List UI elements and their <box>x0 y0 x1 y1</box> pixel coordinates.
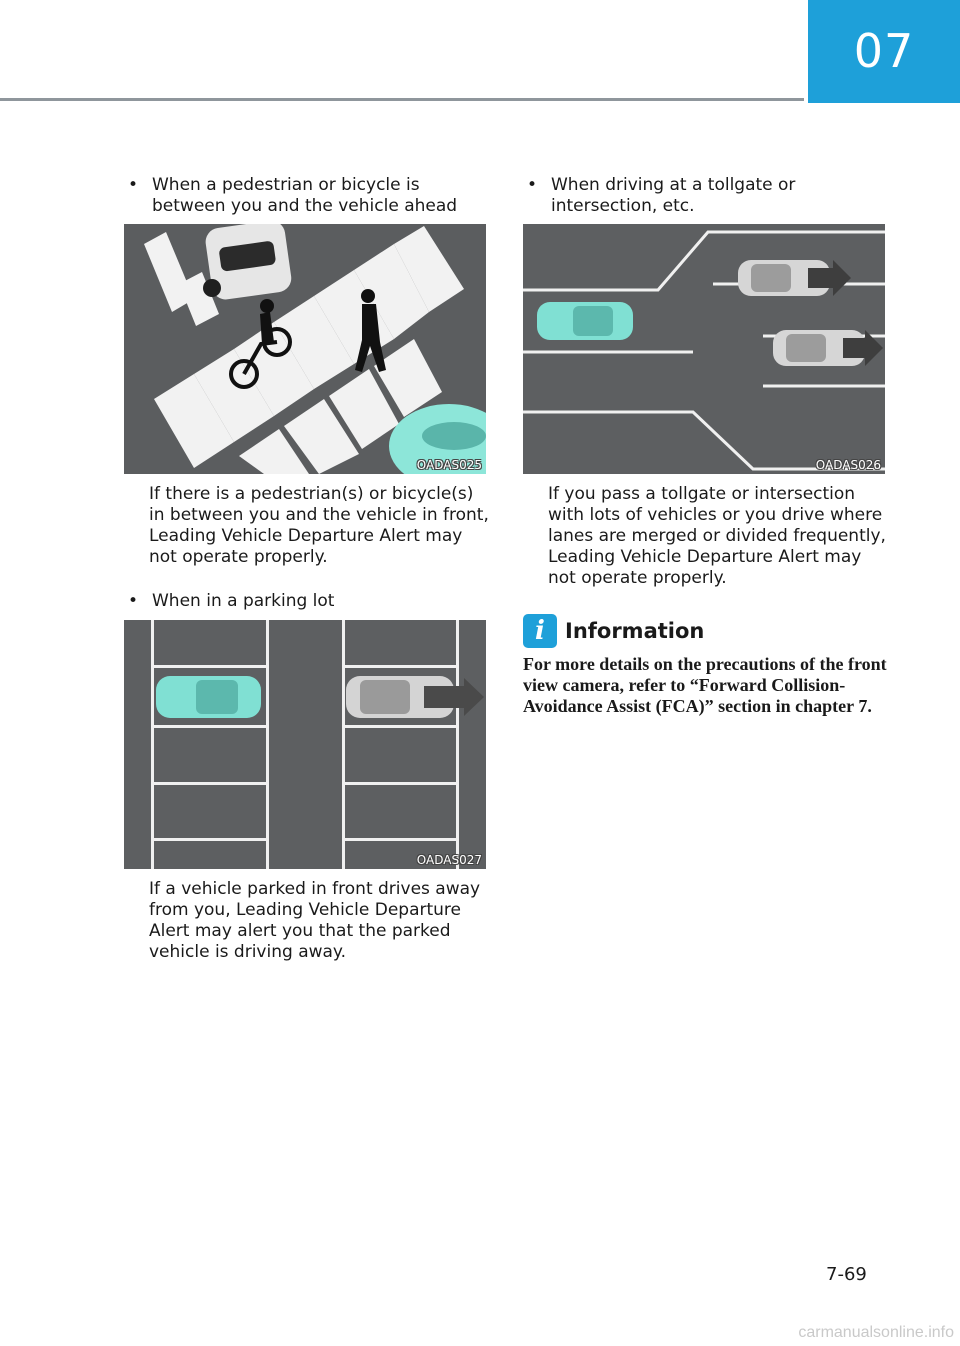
paragraph-parking-lot: If a vehicle parked in front drives away from you, Leading Vehicle Departure Alert may alert you that the parked vehicle is driving away. <box>149 879 481 962</box>
white-suv <box>203 224 293 301</box>
vehicle-ahead-upper <box>738 260 851 296</box>
bullet-dot: • <box>128 591 139 611</box>
figure-code: OADAS026 <box>815 458 881 472</box>
paragraph-pedestrian: If there is a pedestrian(s) or bicycle(s) in between you and the vehicle in front, Leading Vehicle Departure Alert may not operate properly. <box>149 484 489 567</box>
bullet-text: When a pedestrian or bicycle is between you and the vehicle ahead <box>152 175 458 216</box>
cyan-vehicle <box>537 302 633 340</box>
figure-code: OADAS025 <box>416 458 482 472</box>
parking-illustration <box>124 620 486 869</box>
bullet-dot: • <box>527 175 538 195</box>
header-rule <box>0 98 804 101</box>
figure-tollgate <box>523 224 885 474</box>
figure-crosswalk <box>124 224 486 474</box>
figure-code: OADAS027 <box>416 853 482 867</box>
bullet-dot: • <box>128 175 139 195</box>
bullet-text: When in a parking lot <box>152 591 335 611</box>
figure-parking-lot <box>124 620 486 869</box>
information-icon: i <box>523 614 557 648</box>
bullet-text: When driving at a tollgate or intersection, etc. <box>551 175 796 216</box>
page-number: 7-69 <box>826 1264 867 1285</box>
paragraph-tollgate: If you pass a tollgate or intersection with lots of vehicles or you drive where lanes are merged or divided frequently, Leading Vehicle Departure Alert may not operate properly. <box>548 484 886 588</box>
cyan-parked-car <box>156 676 261 718</box>
tollgate-illustration <box>523 224 885 474</box>
vehicle-ahead-lower <box>773 330 883 366</box>
chapter-tab: 07 <box>808 0 960 103</box>
information-title: Information <box>565 619 705 643</box>
site-watermark: carmanualsonline.info <box>798 1324 954 1341</box>
crosswalk-illustration <box>124 224 486 474</box>
information-body: For more details on the precautions of the front view camera, refer to “Forward Collision-Avoidance Assist (FCA)” section in chapter 7. <box>523 654 887 716</box>
